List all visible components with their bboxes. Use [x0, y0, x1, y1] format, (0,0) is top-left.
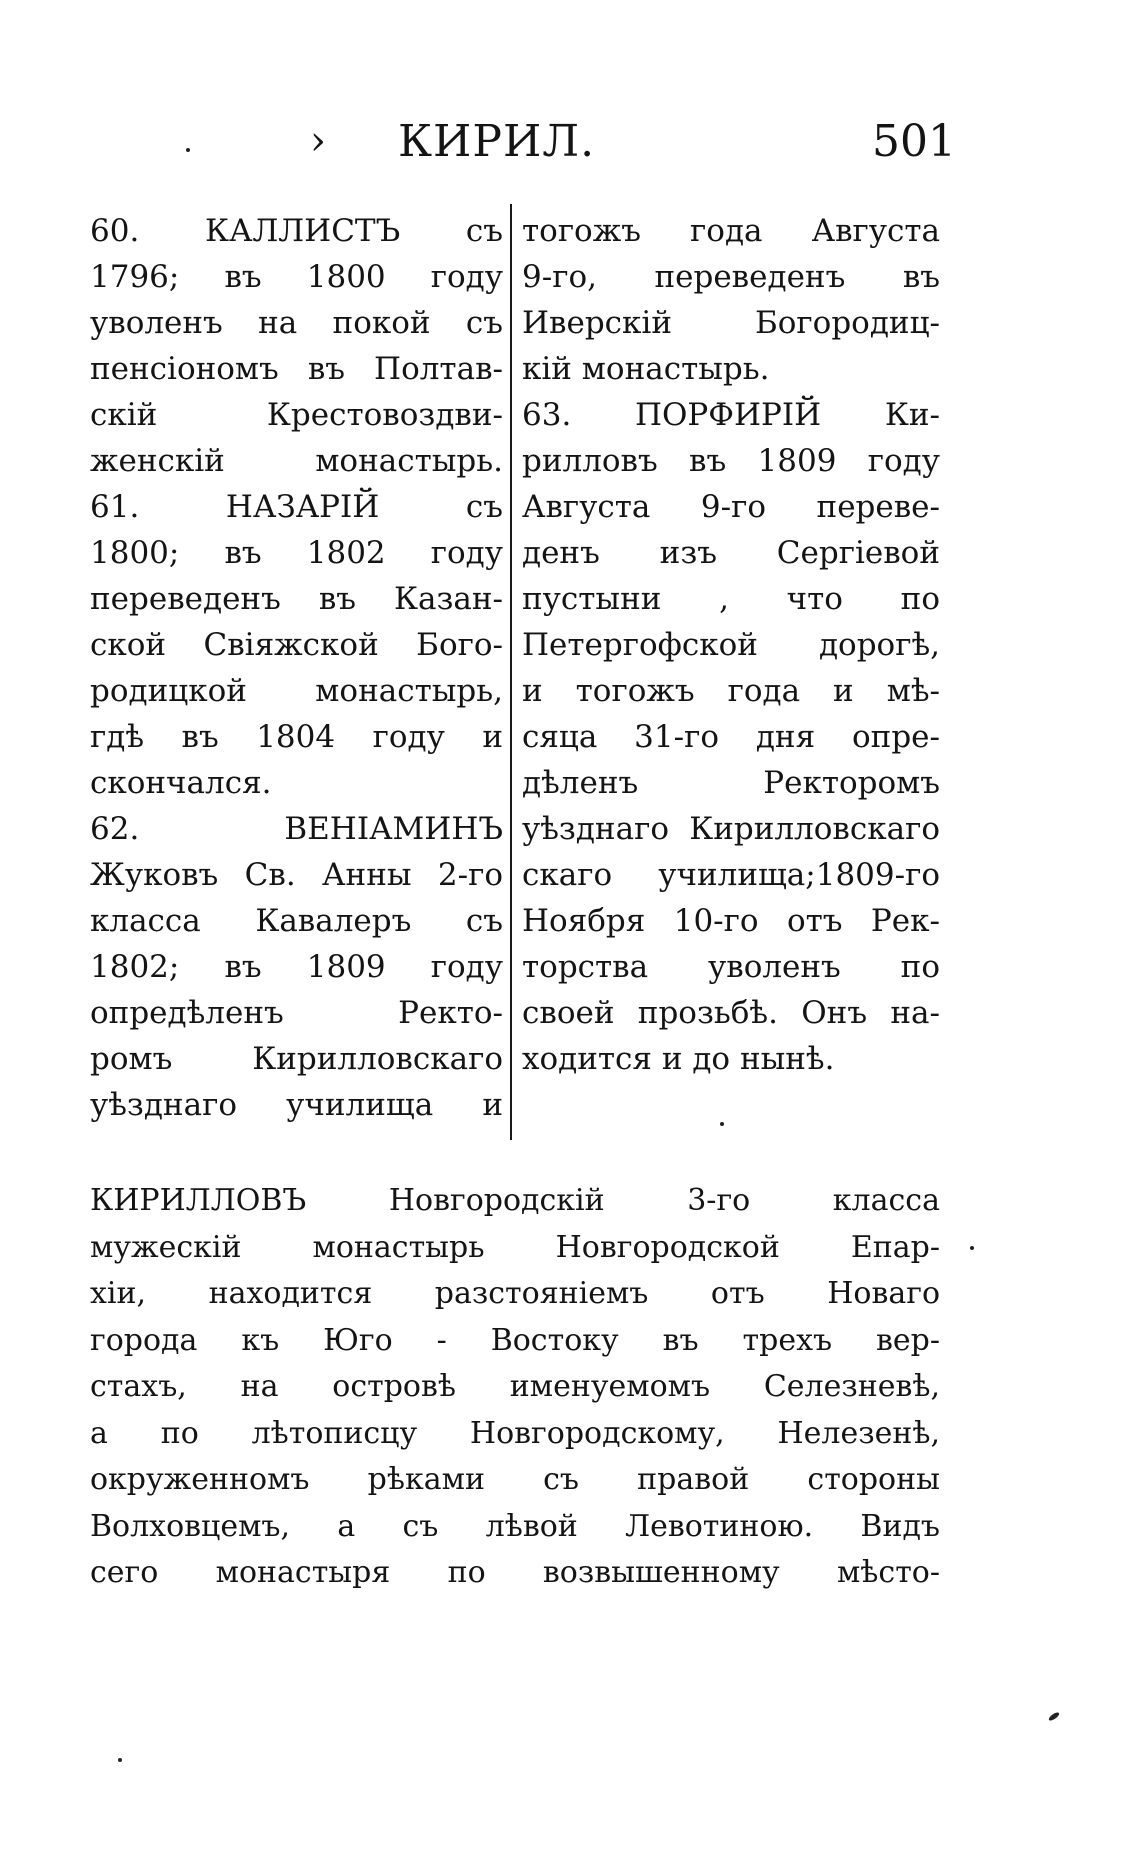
left-line: класса Кавалеръ съ [90, 903, 503, 939]
ink-speck [1048, 1711, 1061, 1722]
entry-line: города къ Юго - Востоку въ трехъ вер- [90, 1322, 940, 1358]
left-line: ромъ Кирилловскаго [90, 1041, 503, 1077]
left-line: женскій монастырь. [90, 443, 503, 479]
right-line: Петергофской дорогѣ, [522, 627, 940, 663]
left-line: гдѣ въ 1804 году и [90, 719, 503, 755]
left-line: 60. КАЛЛИСТЪ съ [90, 213, 503, 249]
left-line: скій Крестовоздви- [90, 397, 503, 433]
left-line: 62. ВЕНІАМИНЪ [90, 811, 503, 847]
right-line: сяца 31-го дня опре- [522, 719, 940, 755]
entry-line: хіи, находится разстояніемъ отъ Новаго [90, 1276, 940, 1311]
left-line: пенсіономъ въ Полтав- [90, 351, 503, 387]
left-line: опредѣленъ Ректо- [90, 995, 503, 1031]
right-line: ходится и до нынѣ. [522, 1041, 835, 1077]
left-line: ской Свіяжской Бого- [90, 627, 503, 663]
left-line: родицкой монастырь, [90, 673, 503, 709]
ink-speck [186, 148, 190, 152]
left-line: переведенъ въ Казан- [90, 581, 503, 617]
right-line: 9-го, переведенъ въ [522, 259, 940, 295]
ink-speck [118, 1758, 122, 1762]
left-line: уѣзднаго училища и [90, 1087, 503, 1123]
right-line: рилловъ въ 1809 году [522, 443, 940, 479]
right-line: кій монастырь. [522, 351, 770, 387]
right-line: уѣзднаго Кирилловскаго [522, 811, 940, 847]
right-line: торства уволенъ по [522, 949, 940, 985]
left-line: 61. НАЗАРІЙ съ [90, 489, 503, 525]
left-line: 1800; въ 1802 году [90, 535, 503, 571]
left-line: 1802; въ 1809 году [90, 949, 503, 985]
right-line: дѣленъ Ректоромъ [522, 765, 940, 801]
left-line: уволенъ на покой съ [90, 305, 503, 341]
left-line: скончался. [90, 765, 272, 801]
right-column [522, 208, 940, 1136]
right-line: Августа 9-го переве- [522, 489, 940, 525]
right-line: 63. ПОРФИРІЙ Ки- [522, 397, 940, 433]
ink-speck [720, 1122, 724, 1126]
right-line: и тогожъ года и мѣ- [522, 673, 940, 709]
right-line: Ноября 10-го отъ Рек- [522, 903, 940, 939]
monastery-entry [90, 1178, 940, 1597]
right-line: пустыни , что по [522, 581, 940, 617]
entry-line: мужескій монастырь Новгородской Епар- [90, 1229, 940, 1265]
entry-line: окруженномъ рѣками съ правой стороны [90, 1462, 940, 1497]
right-line: своей прозьбѣ. Онъ на- [522, 995, 940, 1031]
header-mark: › [310, 118, 326, 164]
right-line: денъ изъ Сергіевой [522, 535, 940, 571]
left-column [90, 208, 503, 1136]
right-line: скаго училища;1809-го [522, 857, 940, 893]
entry-line: сего монастыря по возвышенному мѣсто- [90, 1555, 940, 1590]
right-line: Иверскій Богородиц- [522, 305, 940, 341]
page-number: 501 [872, 116, 956, 167]
running-header [0, 112, 1140, 172]
entry-line: а по лѣтописцу Новгородскому, Нелезенѣ, [90, 1415, 940, 1451]
entry-line: КИРИЛЛОВЪ Новгородскій 3-го класса [90, 1183, 940, 1218]
running-title: КИРИЛ. [398, 116, 596, 167]
entry-line: Волховцемъ, а съ лѣвой Левотиною. Видъ [90, 1508, 940, 1544]
right-line: тогожъ года Августа [522, 213, 940, 249]
ink-speck [970, 1246, 974, 1250]
left-line: Жуковъ Св. Анны 2-го [90, 857, 503, 893]
entry-line: стахъ, на островѣ именуемомъ Селезневѣ, [90, 1369, 940, 1404]
left-line: 1796; въ 1800 году [90, 259, 503, 295]
column-divider [510, 204, 512, 1140]
